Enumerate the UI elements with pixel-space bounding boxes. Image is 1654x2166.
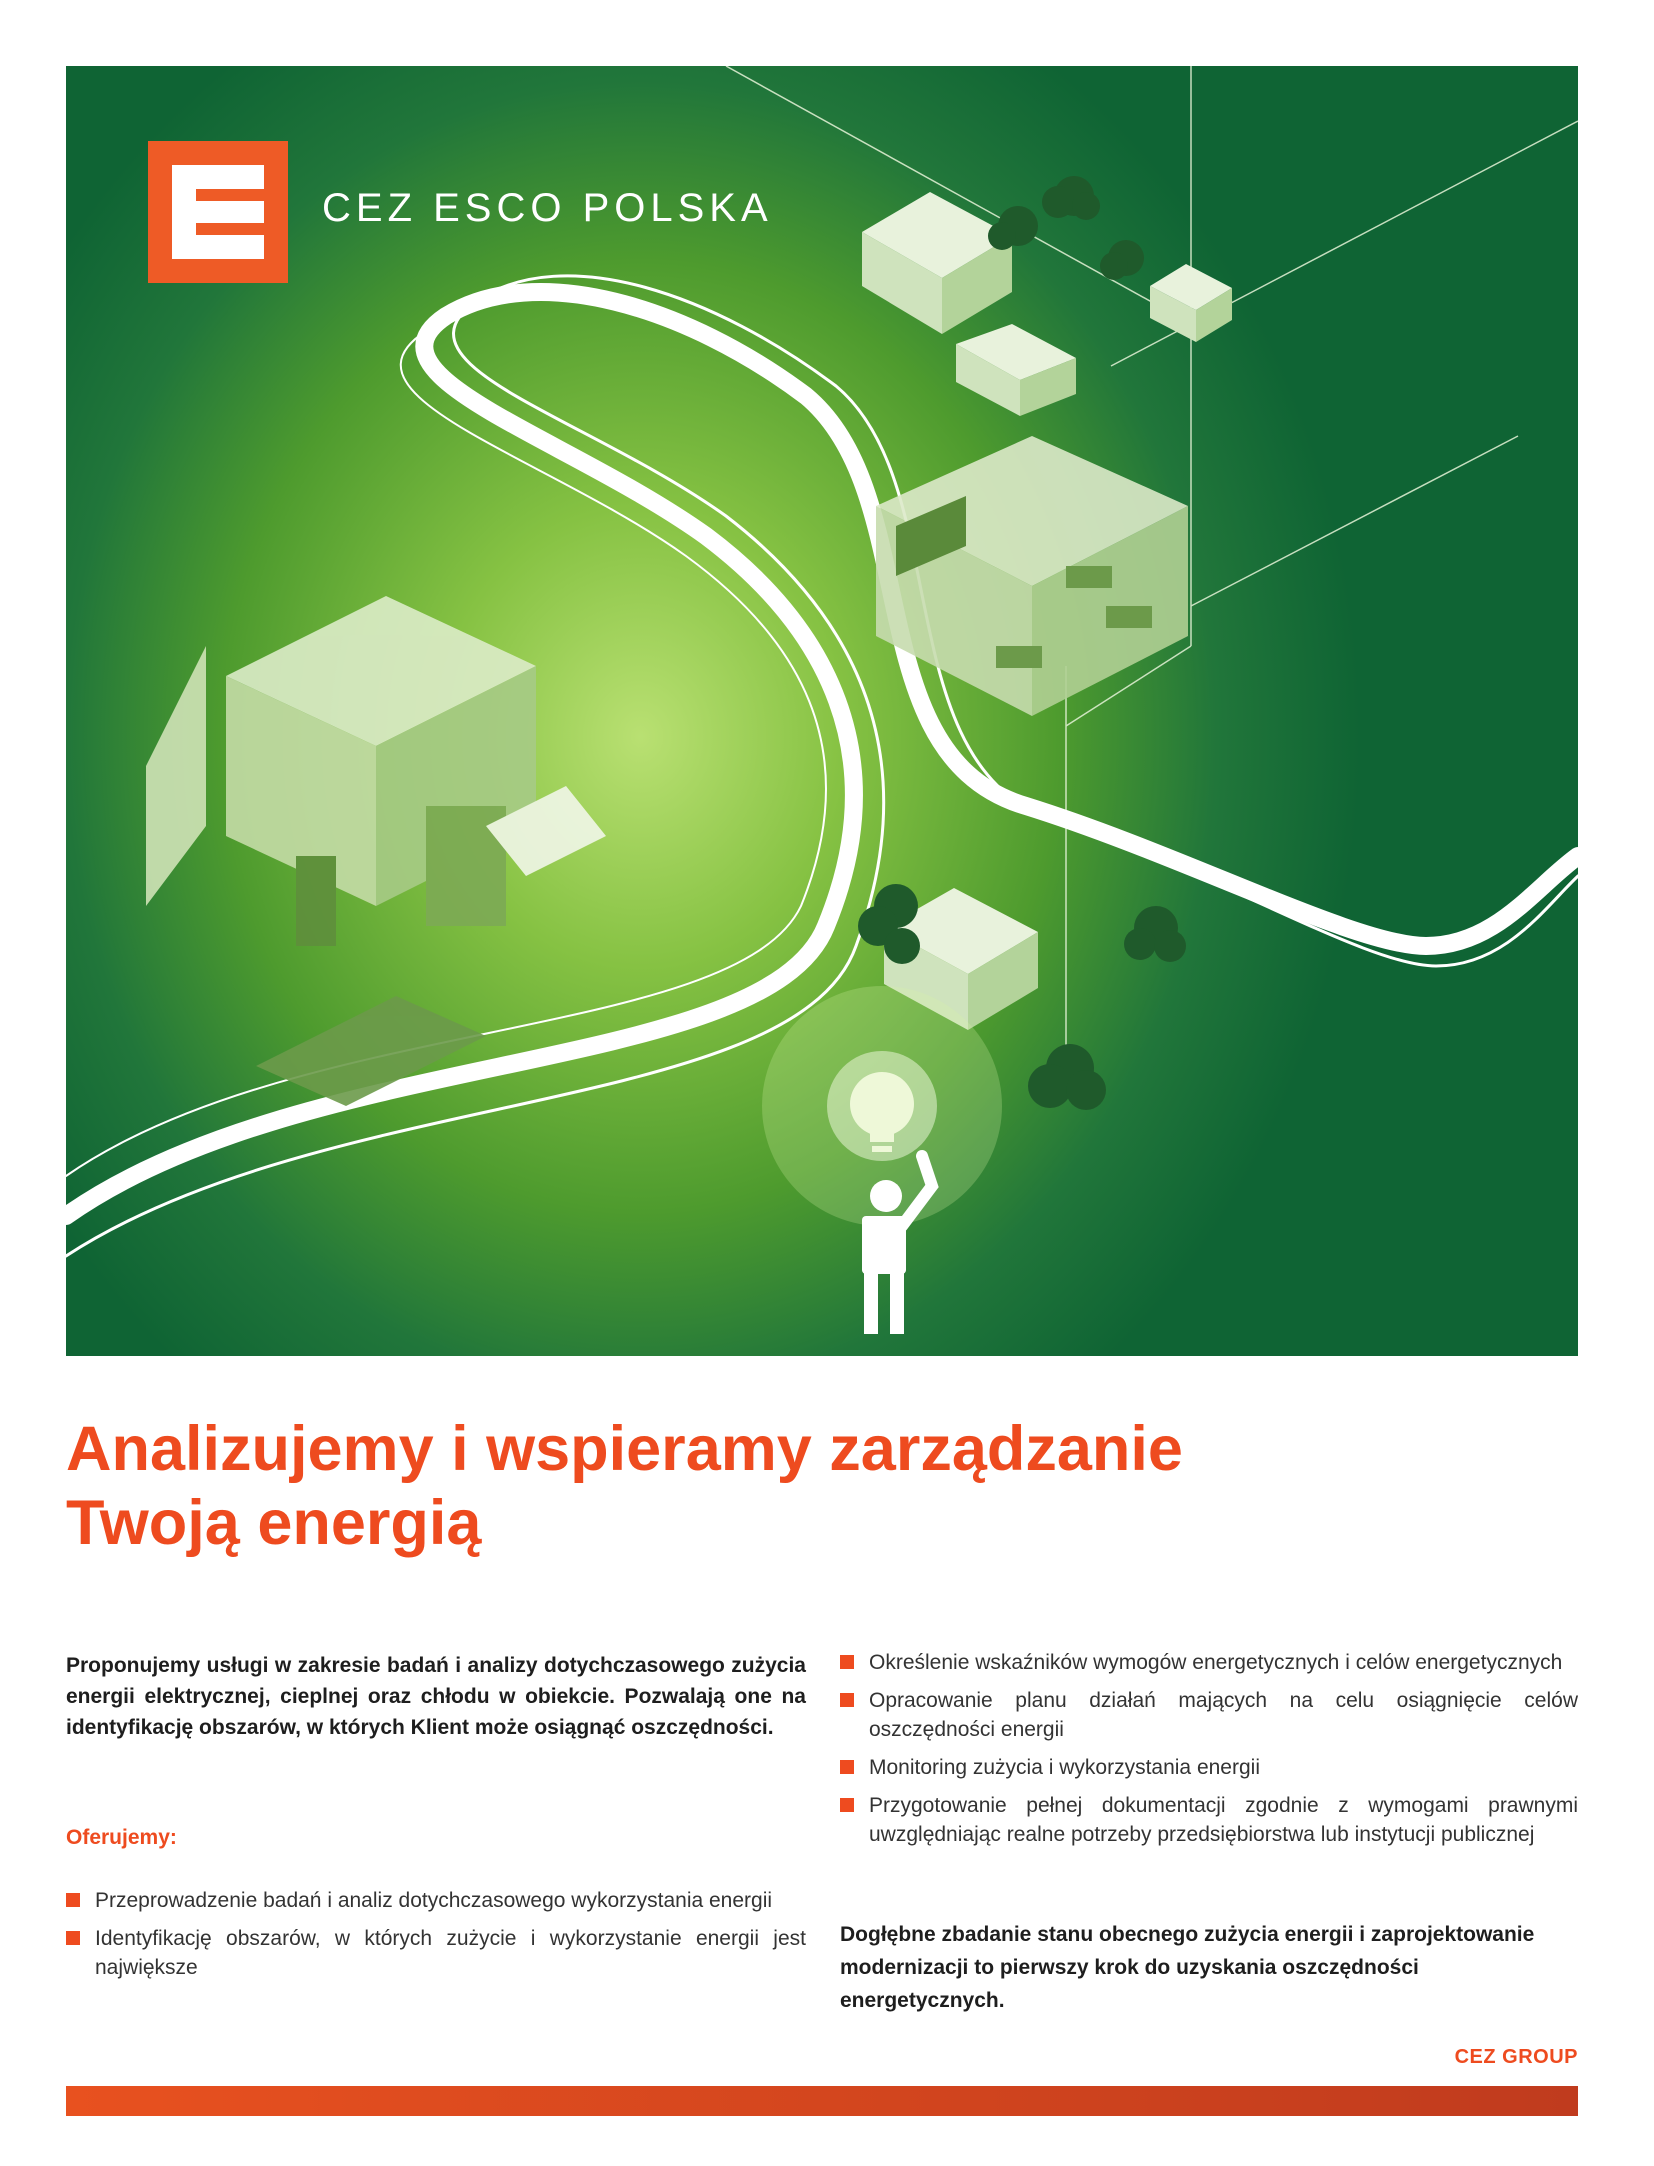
- headline-line-2: Twoją energią: [66, 1488, 482, 1558]
- offer-list-left: [66, 1886, 806, 1991]
- headline-line-1: Analizujemy i wspieramy zarządzanie: [66, 1414, 1183, 1484]
- cez-group-label: CEZ GROUP: [1454, 2046, 1578, 2068]
- list-item: Określenie wskaźników wymogów energetycznych i celów energetycznych: [840, 1648, 1578, 1677]
- building-sketch: [146, 596, 606, 1106]
- offer-heading: Oferujemy:: [66, 1826, 177, 1849]
- page-headline: [66, 1412, 1586, 1560]
- footer-bar: [66, 2086, 1578, 2116]
- cube-small: [1150, 264, 1232, 342]
- intro-paragraph: Proponujemy usługi w zakresie badań i analizy dotychczasowego zużycia energii elektrycznej, cieplnej oraz chłodu w obiekcie. Pozwalają one na identyfikację obszarów, w których Klient może osiągnąć oszczędności.: [66, 1654, 806, 1739]
- hero-illustration: [66, 66, 1578, 1356]
- list-item: Identyfikację obszarów, w których zużycie i wykorzystanie energii jest największe: [66, 1924, 806, 1982]
- list-item: Przeprowadzenie badań i analiz dotychczasowego wykorzystania energii: [66, 1886, 806, 1915]
- list-item: Monitoring zużycia i wykorzystania energii: [840, 1753, 1578, 1782]
- list-item: Opracowanie planu działań mających na celu osiągnięcie celów oszczędności energii: [840, 1686, 1578, 1744]
- cube-flat: [956, 324, 1076, 416]
- brand-name: CEZ ESCO POLSKA: [322, 186, 773, 230]
- offer-list-right: [840, 1648, 1578, 1858]
- list-item: Przygotowanie pełnej dokumentacji zgodnie z wymogami prawnymi uwzględniając realne potrzeby przedsiębiorstwa lub instytucji publicznej: [840, 1791, 1578, 1849]
- left-column: [66, 1650, 806, 1743]
- cube-top: [862, 192, 1012, 334]
- cez-logo: [148, 141, 288, 283]
- cez-logo-icon: [148, 141, 288, 283]
- isometric-room: [876, 436, 1188, 716]
- closing-statement: Dogłębne zbadanie stanu obecnego zużycia energii i zaprojektowanie modernizacji to pierwszy krok do uzyskania oszczędności energetycznych.: [840, 1923, 1535, 2012]
- hero-artwork: [66, 66, 1578, 1356]
